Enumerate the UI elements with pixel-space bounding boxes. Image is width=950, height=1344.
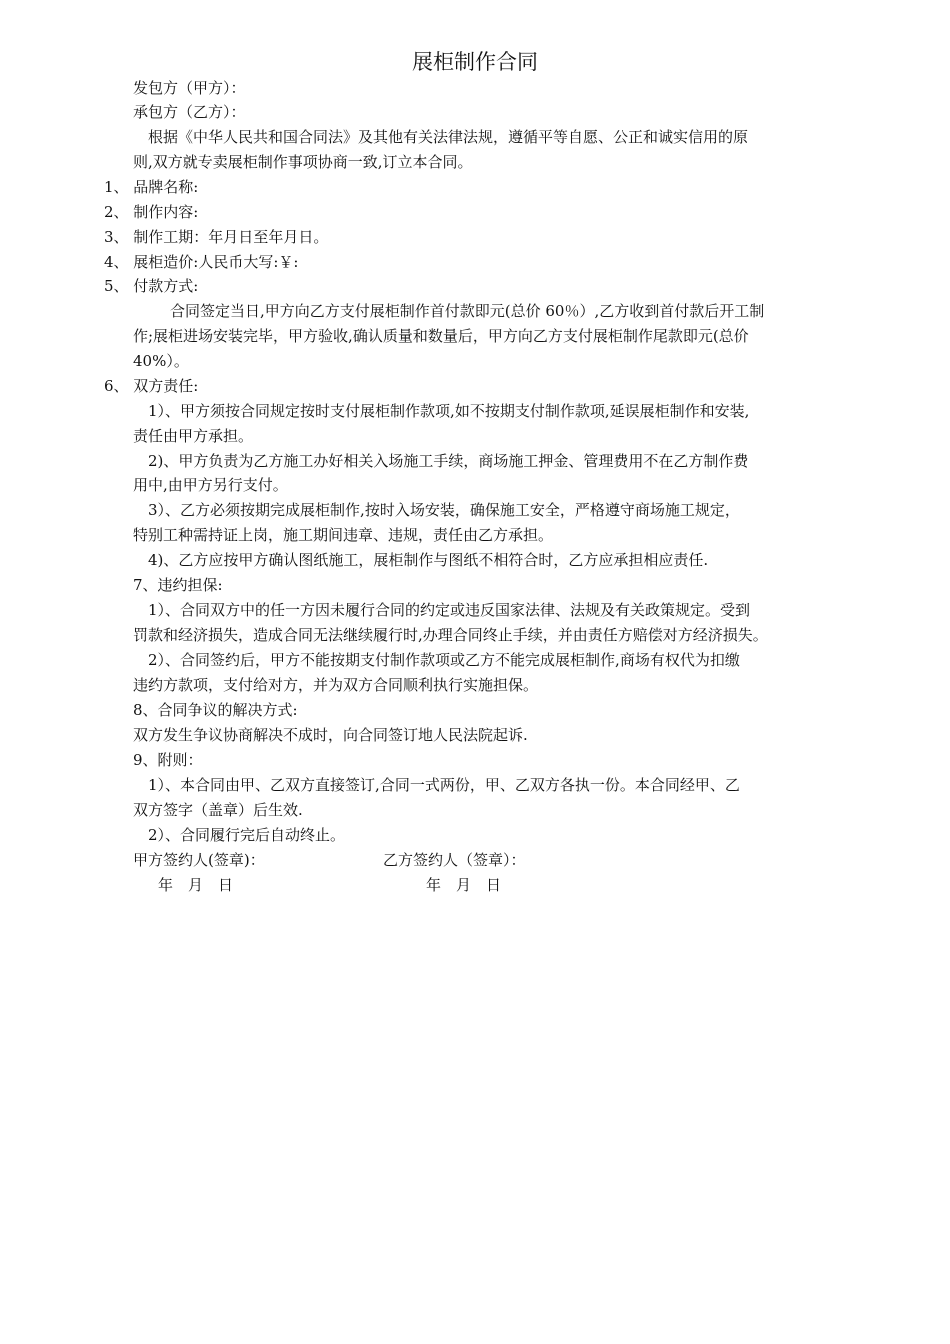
payment-line-3: 40%）。	[133, 352, 189, 370]
payment-line-2: 作;展柜进场安装完毕，甲方验收,确认质量和数量后，甲方向乙方支付展柜制作尾款即元(总价	[133, 327, 749, 345]
resp-2-line-1: 2)、甲方负责为乙方施工办好相关入场施工手续，商场施工押金、管理费用不在乙方制作费	[148, 452, 749, 470]
resp-3-line-1: 3）、乙方必须按期完成展柜制作,按时入场安装，确保施工安全，严格遵守商场施工规定，	[148, 501, 740, 519]
supp-1-line-1: 1）、本合同由甲、乙双方直接签订,合同一式两份，甲、乙双方各执一份。本合同经甲、乙	[148, 776, 740, 794]
party-a-signature-date: 年 月 日	[158, 876, 234, 894]
document-title: 展柜制作合同	[412, 50, 538, 74]
resp-4-line: 4)、乙方应按甲方确认图纸施工，展柜制作与图纸不相符合时，乙方应承担相应责任.	[148, 551, 709, 569]
item-9-supplementary: 9、附则：	[133, 751, 203, 769]
item-6-responsibilities: 6、 双方责任:	[104, 377, 199, 395]
item-7-breach: 7、违约担保:	[133, 576, 223, 594]
supp-1-line-2: 双方签字（盖章）后生效.	[133, 801, 303, 819]
item-1-brand: 1、 品牌名称:	[104, 178, 199, 196]
item-8-dispute: 8、合同争议的解决方式:	[133, 701, 298, 719]
intro-line-1: 根据《中华人民共和国合同法》及其他有关法律法规，遵循平等自愿、公正和诚实信用的原	[148, 128, 749, 146]
payment-line-1: 合同签定当日,甲方向乙方支付展柜制作首付款即元(总价 60％）,乙方收到首付款后开工制	[170, 302, 765, 320]
item-5-payment: 5、 付款方式:	[104, 277, 199, 295]
resp-1-line-2: 责任由甲方承担。	[133, 427, 254, 445]
resp-3-line-2: 特别工种需持证上岗，施工期间违章、违规，责任由乙方承担。	[133, 526, 554, 544]
dispute-body: 双方发生争议协商解决不成时，向合同签订地人民法院起诉.	[133, 726, 528, 744]
party-b-signature-date: 年 月 日	[426, 876, 502, 894]
intro-line-2: 则,双方就专卖展柜制作事项协商一致,订立本合同。	[133, 153, 473, 171]
party-a-line: 发包方（甲方）：	[133, 79, 246, 97]
breach-1-line-2: 罚款和经济损失，造成合同无法继续履行时,办理合同终止手续，并由责任方赔偿对方经济损失。	[133, 626, 768, 644]
item-3-period: 3、 制作工期：年月日至年月日。	[104, 228, 329, 246]
breach-1-line-1: 1）、合同双方中的任一方因未履行合同的约定或违反国家法律、法规及有关政策规定。受到	[148, 601, 751, 619]
breach-2-line-2: 违约方款项，支付给对方，并为双方合同顺利执行实施担保。	[133, 676, 539, 694]
resp-2-line-2: 用中,由甲方另行支付。	[133, 476, 288, 494]
item-2-content: 2、 制作内容:	[104, 203, 199, 221]
party-a-signature-label: 甲方签约人(签章)：	[133, 851, 265, 869]
supp-2-line: 2）、合同履行完后自动终止。	[148, 826, 346, 844]
party-b-signature-label: 乙方签约人（签章）：	[383, 851, 526, 869]
breach-2-line-1: 2）、合同签约后，甲方不能按期支付制作款项或乙方不能完成展柜制作,商场有权代为扣缴	[148, 651, 740, 669]
resp-1-line-1: 1）、甲方须按合同规定按时支付展柜制作款项,如不按期支付制作款项,延误展柜制作和安装,	[148, 402, 750, 420]
party-b-line: 承包方（乙方）：	[133, 103, 246, 121]
item-4-price: 4、 展柜造价:人民币大写:￥:	[104, 253, 299, 271]
